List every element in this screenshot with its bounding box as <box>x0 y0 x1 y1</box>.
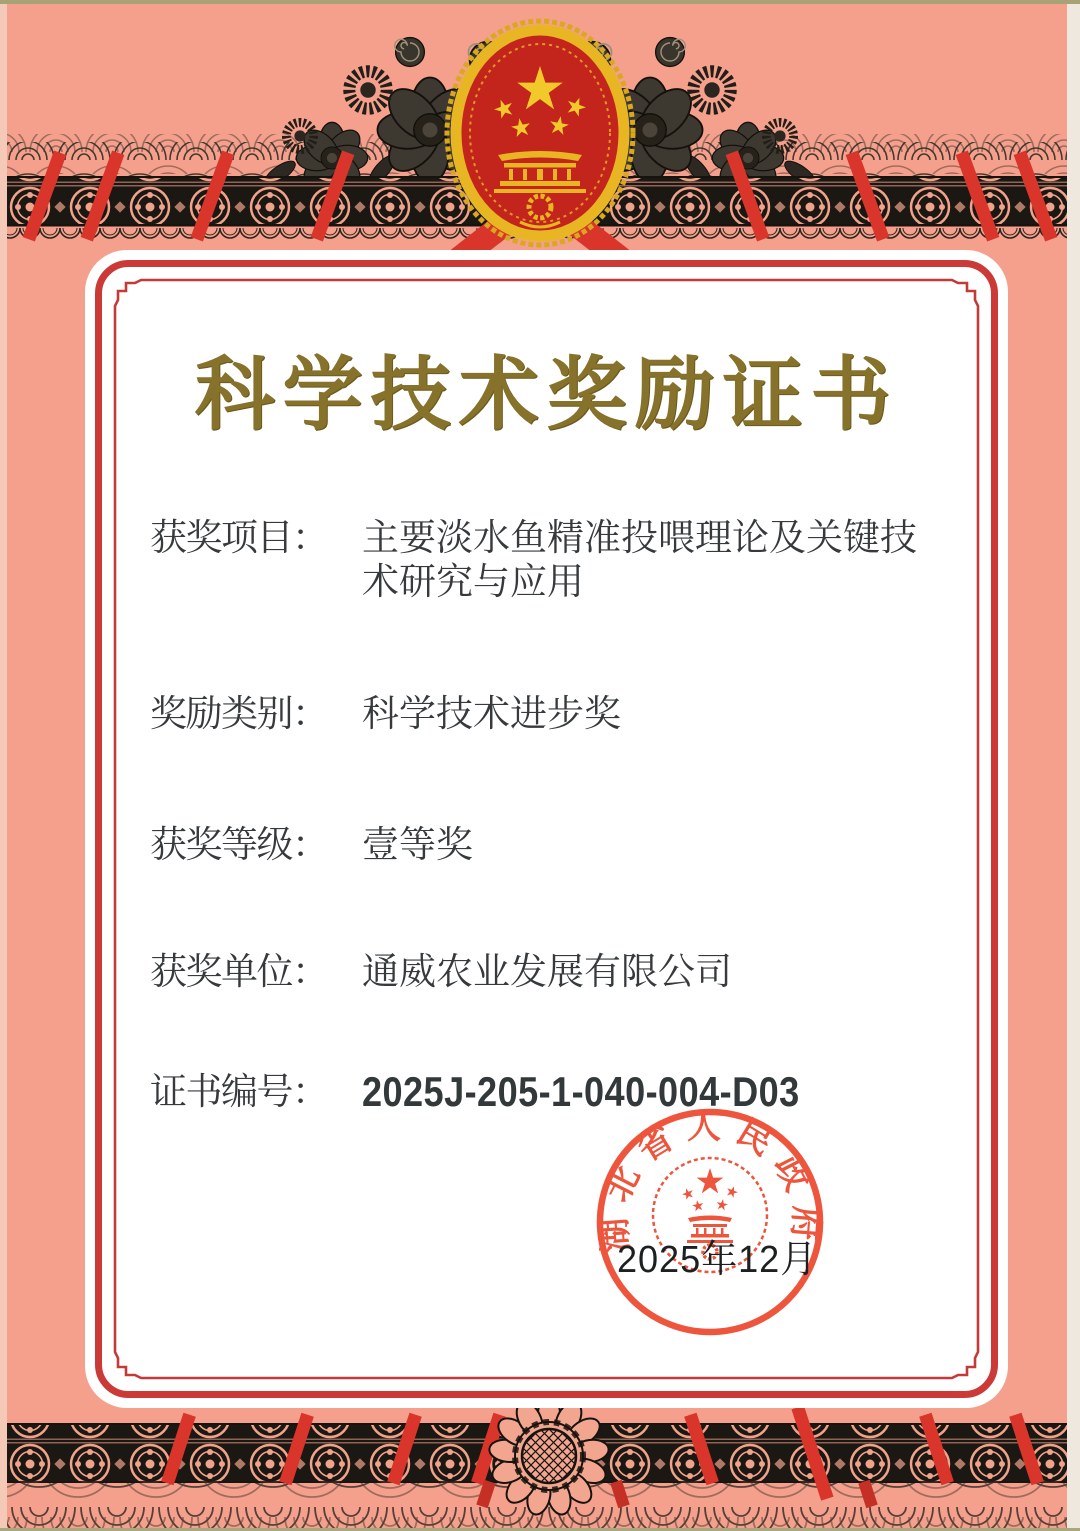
field-label: 获奖单位： <box>150 951 328 992</box>
field-label: 获奖等级： <box>150 824 328 865</box>
field-value: 科学技术进步奖 <box>362 693 621 734</box>
scan-edge-top <box>0 0 1080 4</box>
field-label: 奖励类别： <box>150 693 328 734</box>
field-value: 通威农业发展有限公司 <box>362 951 732 992</box>
bottom-ornament-border <box>0 1395 1080 1531</box>
certificate-panel <box>85 250 1008 1408</box>
scan-edge-right <box>1067 0 1080 1531</box>
field-row-project <box>150 516 928 604</box>
seal-date: 2025年12月 <box>617 1239 818 1281</box>
field-label: 获奖项目： <box>150 517 328 558</box>
seal-arc-text: 湖北省人民政府 <box>593 1107 827 1254</box>
certificate-title: 科学技术奖励证书 <box>194 347 899 441</box>
field-value: 壹等奖 <box>362 824 473 865</box>
field-label: 证书编号： <box>150 1071 328 1112</box>
scan-edge-left <box>0 0 7 1531</box>
field-row-grade <box>150 823 473 867</box>
certificate-number: 2025J-205-1-040-004-D03 <box>362 1068 800 1115</box>
official-seal <box>592 1100 832 1352</box>
field-row-organization <box>150 950 732 994</box>
field-row-category <box>150 692 621 736</box>
field-value: 主要淡水鱼精准投喂理论及关键技术研究与应用 <box>362 517 917 602</box>
